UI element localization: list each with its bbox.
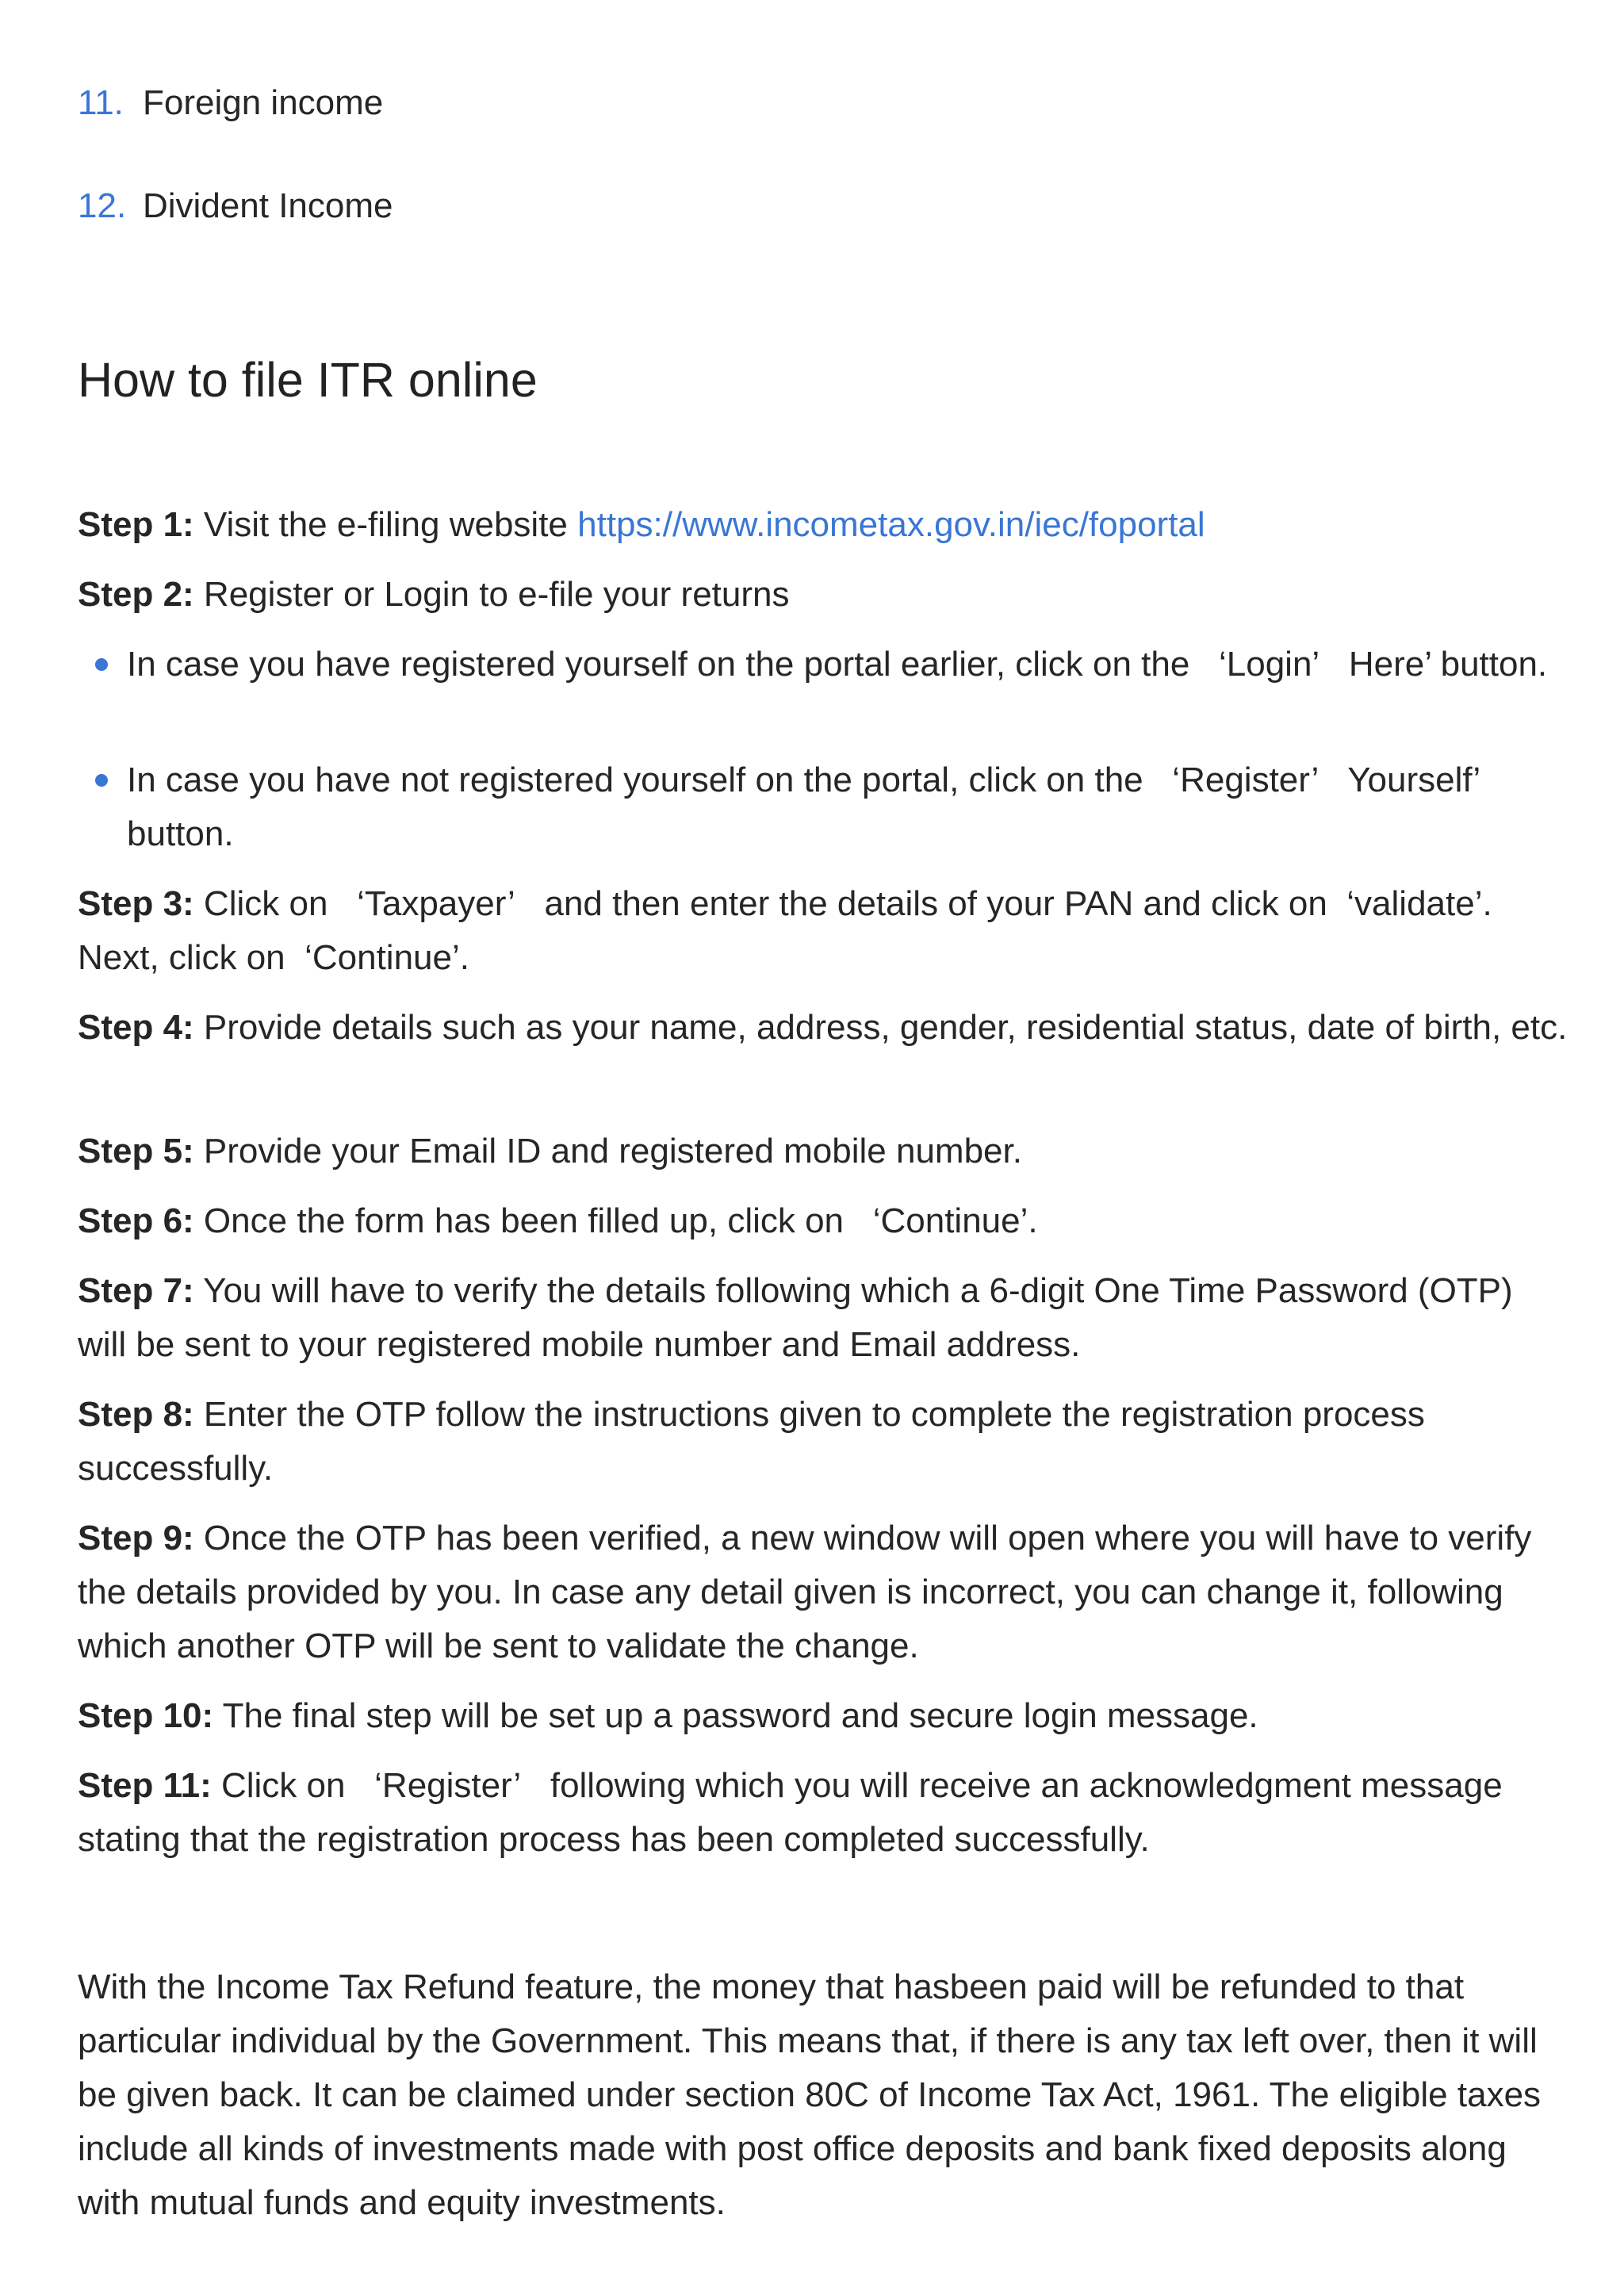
step-label: Step 1: (78, 505, 194, 544)
step-text: Once the OTP has been verified, a new window will open where you will have to verify the details provided by you. In case any detail given is incorrect, you can change it, following which another OTP will be sent to validate the change. (78, 1519, 1532, 1665)
list-item (78, 182, 393, 230)
step-10 (78, 1689, 1568, 1743)
step-1 (78, 498, 1568, 552)
step-label: Step 6: (78, 1201, 194, 1240)
step-label: Step 9: (78, 1519, 194, 1557)
step-label: Step 8: (78, 1395, 194, 1434)
step-text: Once the form has been filled up, click on ‘Continue’. (193, 1201, 1038, 1240)
list-item-text: Divident Income (143, 186, 393, 225)
bullet-text: In case you have registered yourself on the portal earlier, click on the ‘Login’ Here’ button. (127, 645, 1548, 684)
step-2 (78, 568, 1568, 622)
step-9 (78, 1511, 1568, 1673)
step-label: Step 10: (78, 1696, 214, 1735)
list-item (78, 79, 383, 127)
step-label: Step 11: (78, 1766, 212, 1805)
step-11 (78, 1759, 1568, 1867)
step-text: The final step will be set up a password and secure login message. (213, 1696, 1258, 1735)
step-text: Click on ‘Taxpayer’ and then enter the details of your PAN and click on ‘validate’. Next, click on ‘Continue’. (78, 884, 1492, 977)
bullet-icon (95, 658, 108, 671)
list-item-text: Foreign income (143, 83, 384, 122)
bullet-item (127, 753, 1568, 861)
bullet-icon (95, 774, 108, 787)
efiling-link[interactable]: https://www.incometax.gov.in/iec/foportal (577, 505, 1205, 544)
step-label: Step 5: (78, 1132, 194, 1170)
step-8 (78, 1388, 1568, 1496)
closing-paragraph: With the Income Tax Refund feature, the money that hasbeen paid will be refunded to that particular individual by the Government. This means that, if there is any tax left over, then it will be given back. It can be claimed under section 80C of Income Tax Act, 1961. The eligible taxes include all kinds of investments made with post office deposits and bank fixed deposits along with mutual funds and equity investments. (78, 1967, 1542, 2222)
bullet-text: In case you have not registered yourself on the portal, click on the ‘Register’ Yourself’ button. (127, 761, 1480, 853)
step-text: Enter the OTP follow the instructions given to complete the registration process successfully. (78, 1395, 1425, 1488)
step-text: Provide details such as your name, address, gender, residential status, date of birth, etc. (193, 1008, 1568, 1047)
step-4 (78, 1001, 1568, 1055)
step-text: You will have to verify the details following which a 6-digit One Time Password (OTP) will be sent to your registered mobile number and Email address. (78, 1271, 1513, 1364)
step-label: Step 3: (78, 884, 194, 923)
step-text: Provide your Email ID and registered mobile number. (193, 1132, 1022, 1170)
step-7 (78, 1264, 1568, 1372)
step-label: Step 2: (78, 575, 194, 614)
list-number: 12. (78, 186, 127, 225)
step-text: Visit the e-filing website (193, 505, 578, 544)
step-text: Click on ‘Register’ following which you will receive an acknowledgment message stating that the registration process has been completed successfully. (78, 1766, 1503, 1859)
section-heading: How to file ITR online (78, 353, 538, 407)
step-3 (78, 877, 1568, 985)
step-5 (78, 1125, 1568, 1178)
step-6 (78, 1194, 1568, 1248)
step-text: Register or Login to e-file your returns (193, 575, 790, 614)
step-label: Step 7: (78, 1271, 194, 1310)
step-label: Step 4: (78, 1008, 194, 1047)
bullet-item (127, 638, 1568, 692)
list-number: 11. (78, 83, 124, 122)
